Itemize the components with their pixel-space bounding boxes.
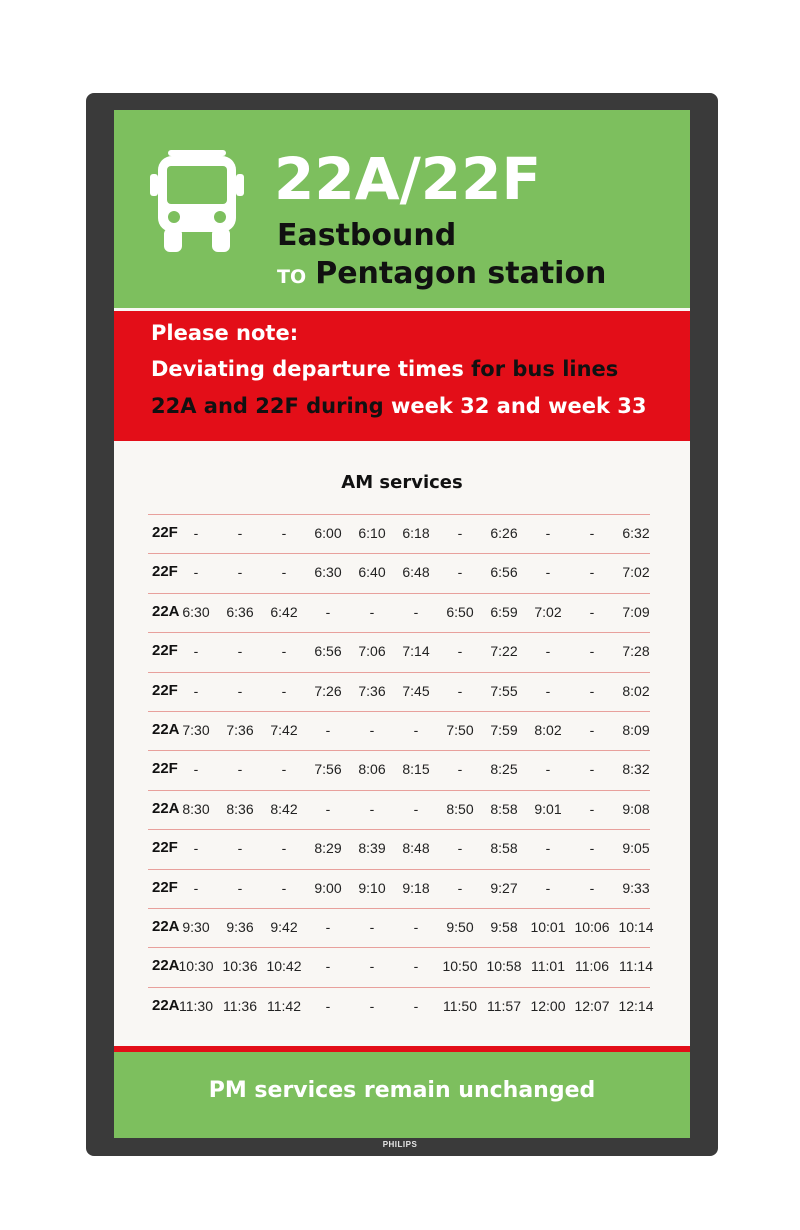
departure-time: - xyxy=(589,800,595,817)
row-route: 22F xyxy=(152,760,178,778)
departure-time: 6:48 xyxy=(402,564,430,581)
destination-line xyxy=(277,255,606,297)
departure-time: 8:02 xyxy=(622,682,650,699)
departure-time: 8:48 xyxy=(402,840,430,857)
departure-time: - xyxy=(281,840,287,857)
table-row xyxy=(148,908,654,947)
table-row xyxy=(148,514,650,553)
departure-time: - xyxy=(369,918,375,935)
departure-time: 6:30 xyxy=(182,603,210,620)
departure-time: 8:58 xyxy=(490,840,518,857)
departure-time: 7:02 xyxy=(622,564,650,581)
departure-time: - xyxy=(281,761,287,778)
departure-time: 10:01 xyxy=(530,918,566,935)
departure-time: - xyxy=(457,525,463,541)
departure-time: - xyxy=(413,721,419,738)
departure-time: - xyxy=(369,997,375,1014)
departure-time: - xyxy=(281,643,287,660)
row-route: 22F xyxy=(152,839,178,857)
departure-time: 6:50 xyxy=(446,603,474,620)
departure-time: 6:36 xyxy=(226,603,254,620)
departure-time: 12:07 xyxy=(574,997,610,1014)
departure-time: - xyxy=(237,761,243,778)
departure-time: 7:45 xyxy=(402,682,430,699)
departure-time: - xyxy=(457,643,463,660)
departure-time: - xyxy=(369,721,375,738)
departure-time: 12:00 xyxy=(530,997,566,1014)
departure-time: - xyxy=(325,918,331,935)
departure-time: - xyxy=(589,761,595,778)
departure-time: - xyxy=(457,761,463,778)
departure-time: - xyxy=(237,525,243,541)
table-row xyxy=(148,829,650,868)
departure-time: - xyxy=(545,761,551,778)
notice-line-1 xyxy=(151,355,618,383)
departure-time: - xyxy=(193,840,199,857)
timetable-title: AM services xyxy=(341,472,463,493)
table-row xyxy=(148,672,650,711)
departure-time: 9:08 xyxy=(622,800,650,817)
departure-time: - xyxy=(325,997,331,1014)
departure-time: 9:36 xyxy=(226,918,254,935)
table-row xyxy=(148,711,650,750)
departure-time: 8:15 xyxy=(402,761,430,778)
departure-time: 9:42 xyxy=(270,918,298,935)
departure-time: - xyxy=(369,603,375,620)
departure-time: 8:09 xyxy=(622,721,650,738)
departure-time: 6:18 xyxy=(402,525,430,541)
departure-time: - xyxy=(369,800,375,817)
notice-line-2 xyxy=(151,392,647,420)
departure-time: - xyxy=(237,682,243,699)
to-label: TO xyxy=(277,266,307,288)
departure-time: - xyxy=(281,564,287,581)
notice-heading: Please note: xyxy=(151,321,299,345)
display-screen xyxy=(114,110,690,1138)
row-route: 22A xyxy=(152,799,180,817)
departure-time: - xyxy=(413,918,419,935)
departure-time: 8:42 xyxy=(270,800,298,817)
departure-time: - xyxy=(589,721,595,738)
departure-time: - xyxy=(413,997,419,1014)
departure-time: - xyxy=(589,879,595,896)
departure-time: - xyxy=(193,525,199,541)
departure-time: 10:30 xyxy=(178,958,214,975)
row-route: 22F xyxy=(152,681,178,699)
departure-time: - xyxy=(457,879,463,896)
row-route: 22A xyxy=(152,996,180,1014)
departure-time: 8:29 xyxy=(314,840,342,857)
row-route: 22F xyxy=(152,642,178,660)
departure-time: 7:06 xyxy=(358,643,386,660)
direction-label: Eastbound xyxy=(277,218,457,253)
departure-time: - xyxy=(413,603,419,620)
row-route: 22F xyxy=(152,563,178,581)
departure-time: - xyxy=(325,958,331,975)
departure-time: 8:36 xyxy=(226,800,254,817)
departure-time: 10:42 xyxy=(266,958,302,975)
departure-time: 6:56 xyxy=(314,643,342,660)
departure-time: - xyxy=(325,603,331,620)
row-route: 22F xyxy=(152,524,178,541)
departure-time: - xyxy=(237,879,243,896)
departure-time: - xyxy=(545,643,551,660)
departure-time: - xyxy=(237,840,243,857)
departure-time: 8:30 xyxy=(182,800,210,817)
departure-time: - xyxy=(193,682,199,699)
departure-time: 7:26 xyxy=(314,682,342,699)
departure-time: 9:00 xyxy=(314,879,342,896)
departure-time: 8:50 xyxy=(446,800,474,817)
notice-text: 22A and 22F during xyxy=(151,394,384,418)
row-route: 22F xyxy=(152,878,178,896)
departure-time: - xyxy=(545,525,551,541)
departure-time: - xyxy=(589,564,595,581)
departure-time: - xyxy=(545,840,551,857)
table-row xyxy=(148,987,654,1026)
departure-time: 6:30 xyxy=(314,564,342,581)
departure-time: 11:42 xyxy=(267,997,301,1014)
departure-time: - xyxy=(325,800,331,817)
departure-time: - xyxy=(325,721,331,738)
table-row xyxy=(148,750,650,789)
departure-time: 7:36 xyxy=(226,721,254,738)
departure-time: - xyxy=(457,564,463,581)
departure-time: - xyxy=(237,643,243,660)
departure-time: 11:14 xyxy=(619,958,653,975)
departure-time: - xyxy=(193,643,199,660)
route-number: 22A/22F xyxy=(274,145,542,213)
footer-banner xyxy=(114,1052,690,1138)
departure-time: 7:55 xyxy=(490,682,518,699)
departure-time: 7:02 xyxy=(534,603,562,620)
table-row xyxy=(148,947,653,986)
departure-time: 10:36 xyxy=(222,958,258,975)
departure-time: - xyxy=(237,564,243,581)
departure-time: 11:30 xyxy=(179,997,213,1014)
row-route: 22A xyxy=(152,602,180,620)
departure-time: 6:26 xyxy=(490,525,518,541)
departure-time: 8:32 xyxy=(622,761,650,778)
notice-text: for bus lines xyxy=(471,357,619,381)
departure-time: - xyxy=(589,525,595,541)
departure-time: 11:06 xyxy=(575,958,609,975)
departure-time: 9:18 xyxy=(402,879,430,896)
departure-time: 9:50 xyxy=(446,918,474,935)
departure-time: 6:59 xyxy=(490,603,518,620)
departure-time: 11:50 xyxy=(443,997,477,1014)
departure-time: 10:06 xyxy=(574,918,610,935)
departure-time: - xyxy=(545,879,551,896)
departure-time: - xyxy=(281,525,287,541)
departure-time: 6:00 xyxy=(314,525,342,541)
departure-time: - xyxy=(589,643,595,660)
table-row xyxy=(148,869,650,908)
departure-time: 8:25 xyxy=(490,761,518,778)
departure-time: - xyxy=(413,800,419,817)
departure-time: 9:58 xyxy=(490,918,518,935)
departure-time: - xyxy=(589,682,595,699)
departure-time: - xyxy=(369,958,375,975)
departure-time: 12:14 xyxy=(618,997,654,1014)
departure-time: 7:50 xyxy=(446,721,474,738)
destination-name: Pentagon station xyxy=(315,256,607,291)
departure-time: - xyxy=(193,879,199,896)
departure-time: - xyxy=(545,564,551,581)
table-row xyxy=(148,593,650,632)
departure-time: 10:14 xyxy=(618,918,654,935)
row-route: 22A xyxy=(152,917,180,935)
departure-time: 9:30 xyxy=(182,918,210,935)
departure-time: 7:09 xyxy=(622,603,650,620)
departure-time: 6:42 xyxy=(270,603,298,620)
departure-time: 8:06 xyxy=(358,761,386,778)
notice-banner xyxy=(114,311,690,441)
departure-time: 6:40 xyxy=(358,564,386,581)
departure-time: 8:02 xyxy=(534,721,562,738)
notice-text: Deviating departure times xyxy=(151,357,464,381)
departure-time: 9:10 xyxy=(358,879,386,896)
row-route: 22A xyxy=(152,720,180,738)
departure-time: 8:58 xyxy=(490,800,518,817)
departure-time: - xyxy=(281,879,287,896)
departure-time: 7:36 xyxy=(358,682,386,699)
departure-time: - xyxy=(589,840,595,857)
departure-time: 9:05 xyxy=(622,840,650,857)
departure-time: - xyxy=(545,682,551,699)
departure-time: 7:59 xyxy=(490,721,518,738)
departure-time: - xyxy=(457,840,463,857)
departure-time: - xyxy=(589,603,595,620)
bus-icon xyxy=(150,150,244,252)
row-route: 22A xyxy=(152,957,180,975)
departure-time: 11:36 xyxy=(223,997,257,1014)
table-row xyxy=(148,632,650,671)
departure-time: 9:33 xyxy=(622,879,650,896)
departure-time: - xyxy=(193,564,199,581)
timetable xyxy=(148,514,654,1026)
departure-time: 11:01 xyxy=(531,958,565,975)
departure-time: - xyxy=(193,761,199,778)
route-header xyxy=(114,110,690,308)
departure-time: 7:14 xyxy=(402,643,430,660)
departure-time: 10:50 xyxy=(442,958,478,975)
table-row xyxy=(148,790,650,829)
departure-time: 6:32 xyxy=(622,525,650,541)
notice-text: week 32 and week 33 xyxy=(390,394,647,418)
departure-time: 9:01 xyxy=(534,800,562,817)
footer-message: PM services remain unchanged xyxy=(208,1078,596,1103)
departure-time: - xyxy=(457,682,463,699)
departure-time: 6:10 xyxy=(358,525,386,541)
departure-time: 7:22 xyxy=(490,643,518,660)
departure-time: 6:56 xyxy=(490,564,518,581)
brand-logo: PHILIPS xyxy=(382,1140,418,1149)
departure-time: 11:57 xyxy=(487,997,521,1014)
departure-time: 8:39 xyxy=(358,840,386,857)
departure-time: - xyxy=(281,682,287,699)
departure-time: 7:42 xyxy=(270,721,298,738)
departure-time: - xyxy=(413,958,419,975)
departure-time: 10:58 xyxy=(486,958,522,975)
table-row xyxy=(148,553,650,592)
departure-time: 9:27 xyxy=(490,879,518,896)
departure-time: 7:30 xyxy=(182,721,210,738)
departure-time: 7:28 xyxy=(622,643,650,660)
departure-time: 7:56 xyxy=(314,761,342,778)
